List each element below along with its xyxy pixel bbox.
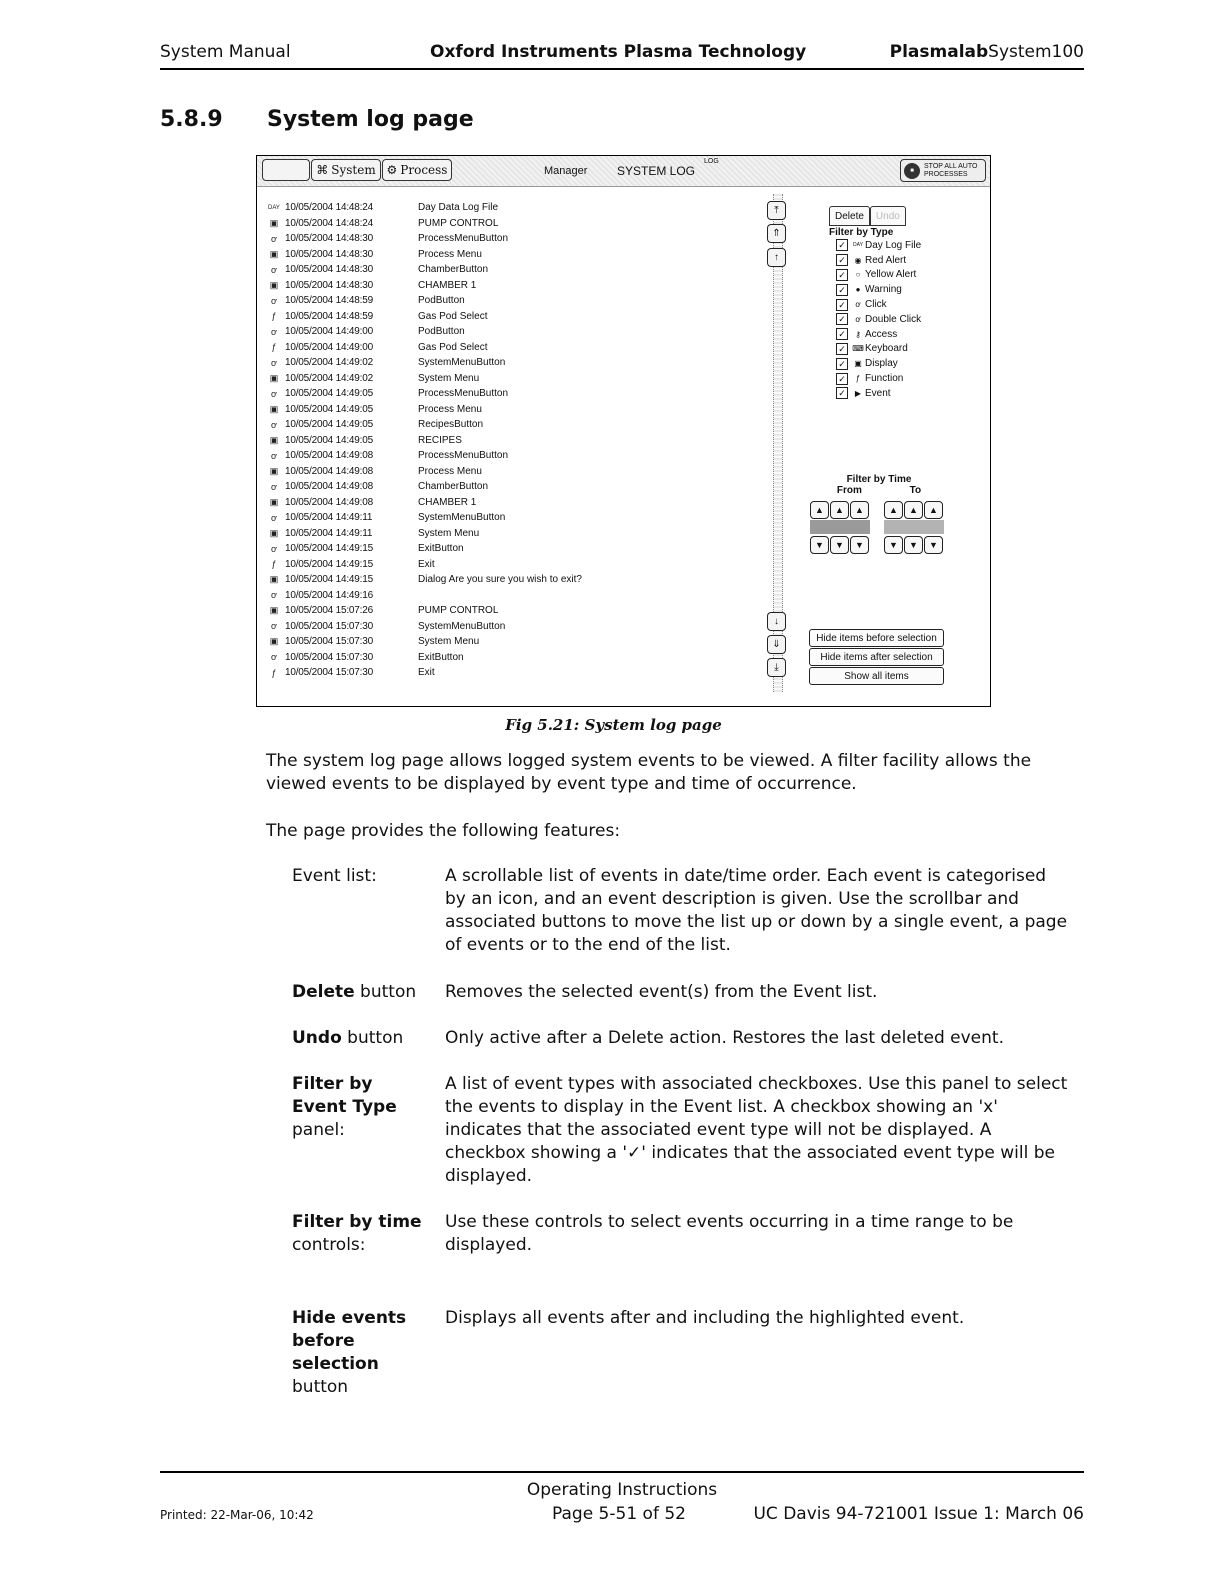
from-month-up-button[interactable]: ▲ [830,501,849,519]
log-indicator: LOG [704,158,719,165]
log-entry-description: Exit [418,667,435,679]
display-icon: ▣ [269,574,279,585]
filter-type-label: Event [865,387,891,399]
page-down-button[interactable] [767,635,786,654]
stop-button-line2: PROCESSES [924,170,968,178]
filter-type-checkbox[interactable]: ✓ [836,269,848,281]
log-entry-description: PUMP CONTROL [418,217,499,229]
warning-icon: ● [855,285,861,295]
line-down-icon: ↓ [774,616,779,627]
section-number: 5.8.9 [160,107,223,132]
log-entry[interactable] [263,603,763,619]
log-entry[interactable] [263,665,763,681]
filter-type-item [836,356,921,371]
from-year-up-button[interactable]: ▲ [850,501,869,519]
log-entry[interactable] [263,557,763,573]
filter-type-label: Keyboard [865,343,908,355]
display-icon: ▣ [269,527,279,538]
filter-type-checkbox[interactable]: ✓ [836,284,848,296]
definition-term-bold: Hide events before selection [292,1308,407,1374]
filter-type-label: Day Log File [865,239,922,251]
log-entry-timestamp: 10/05/2004 14:48:30 [285,233,373,245]
definition-term-bold: Undo [292,1028,342,1048]
log-entry[interactable] [263,541,763,557]
log-entry[interactable] [263,402,763,418]
scroll-to-top-button[interactable] [767,201,786,220]
definition-description: A scrollable list of events in date/time order. Each event is categorised by an icon, and an event description is given. Use the scrollbar and associated buttons to move the list up or down by a single event, a page of events or to the end of the list. [445,866,1068,955]
log-entry-description: Dialog Are you sure you wish to exit? [418,574,582,586]
system-log-screenshot [256,155,991,707]
display-icon: ▣ [269,372,279,383]
filter-type-checkbox[interactable]: ✓ [836,313,848,325]
log-entry-description: ChamberButton [418,481,489,493]
log-entry-description: Day Data Log File [418,202,499,214]
system-menu-label: System [331,163,376,177]
double-click-icon: ơ [855,314,861,324]
to-month-down-button[interactable]: ▼ [904,536,923,554]
display-icon: ▣ [269,465,279,476]
filter-by-type-title: Filter by Type [829,227,894,238]
log-entry-description: SystemMenuButton [418,620,506,632]
log-entry-description: Gas Pod Select [418,310,488,322]
access-icon: ⚷ [855,329,861,339]
keyboard-icon: ⌨ [852,344,864,354]
click-icon: ơ [271,512,277,523]
to-day-down-button[interactable]: ▼ [884,536,903,554]
log-entry-description: PUMP CONTROL [418,605,499,617]
click-icon: ơ [271,419,277,430]
filter-type-item [836,238,921,253]
log-entry[interactable] [263,262,763,278]
footer-doc-type: Operating Instructions [526,1480,718,1500]
show-all-items-button[interactable]: Show all items [809,667,944,685]
to-year-down-button[interactable]: ▼ [924,536,943,554]
line-up-button[interactable] [767,248,786,267]
log-entry[interactable] [263,588,763,604]
stop-button-label [924,163,977,179]
display-icon: ▣ [269,248,279,259]
user-level-label: Manager [544,165,588,177]
log-entry[interactable] [263,371,763,387]
definition-term-bold: Filter by time [292,1212,422,1232]
log-entry[interactable] [263,293,763,309]
day-log-icon: DAY [853,242,863,249]
section-heading [160,107,474,132]
to-increment-buttons [884,501,943,519]
log-entry-timestamp: 10/05/2004 14:49:08 [285,496,373,508]
log-entry-description: System Menu [418,527,480,539]
stop-icon: ■ [904,163,920,179]
log-entry[interactable] [263,340,763,356]
filter-type-label: Red Alert [865,254,907,266]
log-entry[interactable] [263,386,763,402]
log-entry-timestamp: 10/05/2004 14:49:05 [285,388,373,400]
definition-description: Use these controls to select events occurring in a time range to be displayed. [445,1212,1014,1255]
log-entry-timestamp: 10/05/2004 14:49:15 [285,558,373,570]
log-entry-timestamp: 10/05/2004 14:49:08 [285,450,373,462]
log-entry-description: CHAMBER 1 [418,496,477,508]
log-entry-description: ExitButton [418,651,464,663]
scroll-end-icon: ⤓ [774,662,779,673]
line-down-button[interactable] [767,612,786,631]
screen-title: SYSTEM LOG [617,164,696,178]
filter-type-checkbox[interactable]: ✓ [836,343,848,355]
log-entry-timestamp: 10/05/2004 14:49:02 [285,357,373,369]
display-icon: ▣ [854,359,862,369]
log-entry[interactable] [263,495,763,511]
log-entry-description: Process Menu [418,248,482,260]
click-icon: ơ [271,652,277,663]
delete-button[interactable]: Delete [829,206,870,226]
log-entry-timestamp: 10/05/2004 14:49:05 [285,434,373,446]
filter-type-item [836,327,921,342]
from-year-down-button[interactable]: ▼ [850,536,869,554]
definition-term-rest: button [341,1028,404,1048]
log-entry[interactable] [263,572,763,588]
log-entry-description: System Menu [418,636,480,648]
filter-type-label: Function [865,373,904,385]
log-entry-description: ProcessMenuButton [418,450,509,462]
log-entry[interactable] [263,324,763,340]
log-entry[interactable] [263,619,763,635]
features-intro: The page provides the following features: [266,821,621,841]
filter-type-checkbox[interactable]: ✓ [836,373,848,385]
log-entry-timestamp: 10/05/2004 14:49:05 [285,419,373,431]
event-icon: ▶ [854,388,862,398]
footer-page-number: Page 5-51 of 52 [552,1504,686,1524]
filter-type-item [836,253,921,268]
log-entry[interactable] [263,417,763,433]
definition-description: Only active after a Delete action. Restores the last deleted event. [445,1028,1004,1048]
log-entry[interactable] [263,355,763,371]
figure-caption: Fig 5.21: System log page [505,716,722,734]
log-entry[interactable] [263,448,763,464]
log-entry-description: ProcessMenuButton [418,233,509,245]
scroll-top-icon: ⤒ [774,205,779,216]
from-label: From [836,485,862,496]
log-entry-timestamp: 10/05/2004 14:49:15 [285,574,373,586]
filter-type-checkbox[interactable]: ✓ [836,254,848,266]
filter-type-label: Double Click [865,313,922,325]
definition-term-rest: button [292,1377,349,1397]
log-entry[interactable] [263,231,763,247]
to-date-field[interactable] [884,520,944,534]
log-entry-description: ProcessMenuButton [418,388,509,400]
process-menu-label: Process [400,163,448,177]
log-entry-description: CHAMBER 1 [418,279,477,291]
event-list[interactable] [263,200,763,681]
to-label: To [909,485,922,496]
log-entry-timestamp: 10/05/2004 14:48:30 [285,248,373,260]
to-year-up-button[interactable]: ▲ [924,501,943,519]
log-entry-timestamp: 10/05/2004 14:48:24 [285,217,373,229]
function-icon: ƒ [271,667,277,678]
display-icon: ▣ [269,434,279,445]
definition-term-bold: Filter by Event Type [292,1074,397,1117]
log-entry-timestamp: 10/05/2004 14:48:59 [285,310,373,322]
function-icon: ƒ [855,374,861,384]
log-entry-description: Gas Pod Select [418,341,488,353]
process-gear-icon: ⚙ [386,163,398,177]
system-menu-button[interactable] [311,159,381,181]
to-month-up-button[interactable]: ▲ [904,501,923,519]
click-icon: ơ [271,481,277,492]
filter-type-item [836,268,921,283]
filter-type-checkbox[interactable]: ✓ [836,239,848,251]
click-icon: ơ [271,295,277,306]
filter-type-item [836,282,921,297]
definition-description: Removes the selected event(s) from the Event list. [445,982,878,1002]
log-entry[interactable] [263,650,763,666]
log-entry-timestamp: 10/05/2004 15:07:30 [285,651,373,663]
click-icon: ơ [271,388,277,399]
to-decrement-buttons [884,536,943,554]
filter-by-time-title: Filter by Time [846,474,912,485]
click-icon: ơ [271,357,277,368]
red-alert-icon: ◉ [854,255,862,265]
log-entry-description: ExitButton [418,543,464,555]
log-entry-timestamp: 10/05/2004 14:48:30 [285,279,373,291]
log-entry-description: RecipesButton [418,419,484,431]
log-entry[interactable] [263,510,763,526]
click-icon: ơ [271,233,277,244]
log-entry[interactable] [263,216,763,232]
footer-printed-date: Printed: 22-Mar-06, 10:42 [160,1508,314,1522]
filter-type-item [836,342,921,357]
log-entry-description: PodButton [418,295,465,307]
log-entry[interactable] [263,433,763,449]
from-day-down-button[interactable]: ▼ [810,536,829,554]
log-entry-timestamp: 10/05/2004 15:07:26 [285,605,373,617]
page-footer [160,1471,1084,1524]
footer-doc-reference: UC Davis 94-721001 Issue 1: March 06 [753,1504,1084,1524]
function-icon: ƒ [271,311,277,322]
filter-type-label: Click [865,299,887,311]
definition-term-bold: Delete [292,982,355,1002]
process-menu-button[interactable] [382,159,452,181]
log-entry-timestamp: 10/05/2004 14:49:08 [285,465,373,477]
app-toolbar [257,156,990,187]
filter-type-label: Display [865,358,898,370]
display-icon: ▣ [269,403,279,414]
log-entry-description: ChamberButton [418,264,489,276]
display-icon: ▣ [269,636,279,647]
definition-term [292,1211,442,1257]
header-product-bold: Plasmalab [889,42,989,62]
log-entry-description: SystemMenuButton [418,512,506,524]
filter-by-type-panel [829,206,921,401]
page-up-button[interactable] [767,224,786,243]
blank-toolbar-button[interactable] [262,159,310,181]
header-product-model: System100 [988,42,1084,62]
click-icon: ơ [271,450,277,461]
undo-button[interactable]: Undo [870,206,906,226]
filter-by-time-panel [809,474,949,496]
definition-term [292,1073,442,1142]
hide-items-after-selection-button[interactable]: Hide items after selection [809,648,944,666]
log-entry-timestamp: 10/05/2004 14:49:00 [285,326,373,338]
log-entry[interactable] [263,526,763,542]
to-day-up-button[interactable]: ▲ [884,501,903,519]
function-icon: ƒ [271,559,277,570]
display-icon: ▣ [269,496,279,507]
from-month-down-button[interactable]: ▼ [830,536,849,554]
filter-type-label: Access [865,328,898,340]
log-entry-description: RECIPES [418,434,462,446]
log-entry[interactable] [263,634,763,650]
double-click-icon: ơ [271,590,277,601]
definition-term [292,865,442,888]
function-icon: ƒ [271,342,277,353]
log-entry-description: Process Menu [418,465,482,477]
log-entry-timestamp: 10/05/2004 14:48:59 [285,295,373,307]
log-entry[interactable] [263,278,763,294]
filter-type-checkbox[interactable]: ✓ [836,387,848,399]
log-entry[interactable] [263,247,763,263]
log-entry[interactable] [263,464,763,480]
log-entry-timestamp: 10/05/2004 14:49:11 [285,512,373,524]
log-entry-timestamp: 10/05/2004 14:49:16 [285,589,373,601]
definition-term [292,1307,442,1399]
header-company: Oxford Instruments Plasma Technology [430,42,807,62]
page-header [160,40,1084,70]
day-log-icon: DAY [268,204,280,211]
definition-description: A list of event types with associated checkboxes. Use this panel to select the events to display in the Event list. A checkbox showing an 'x' indicates that the associated event type will not be displayed. A checkbox showing a '✓' indicates that the associated event type will be displayed. [445,1074,1068,1186]
filter-type-item [836,312,921,327]
definition-term-rest: panel: [292,1120,345,1140]
filter-type-checkbox[interactable]: ✓ [836,358,848,370]
filter-type-checkbox[interactable]: ✓ [836,299,848,311]
filter-type-label: Warning [865,284,902,296]
log-entry-timestamp: 10/05/2004 14:49:11 [285,527,373,539]
stop-all-auto-processes-button[interactable] [900,159,986,182]
log-entry-timestamp: 10/05/2004 14:49:00 [285,341,373,353]
header-manual-title: System Manual [160,42,291,62]
click-icon: ơ [855,300,861,310]
stop-button-line1: STOP ALL AUTO [924,162,978,170]
log-entry-description: Process Menu [418,403,482,415]
system-network-icon: ⌘ [316,163,329,177]
display-icon: ▣ [269,605,279,616]
line-up-icon: ↑ [774,252,779,263]
log-entry-timestamp: 10/05/2004 14:49:08 [285,481,373,493]
click-icon: ơ [271,264,277,275]
log-entry-timestamp: 10/05/2004 14:49:02 [285,372,373,384]
definition-term [292,1027,442,1050]
log-entry-description: Exit [418,558,435,570]
from-day-up-button[interactable]: ▲ [810,501,829,519]
definition-term [292,981,442,1004]
definition-term-rest: controls: [292,1235,366,1255]
filter-type-item [836,297,921,312]
log-entry-description: System Menu [418,372,480,384]
click-icon: ơ [271,621,277,632]
filter-type-item [836,386,921,401]
hide-items-before-selection-button[interactable]: Hide items before selection [809,629,944,647]
log-entry-description: SystemMenuButton [418,357,506,369]
filter-type-label: Yellow Alert [865,269,917,281]
filter-type-checkbox[interactable]: ✓ [836,328,848,340]
header-product [890,42,1084,62]
from-date-field[interactable] [810,520,870,534]
display-icon: ▣ [269,217,279,228]
display-icon: ▣ [269,279,279,290]
definition-description: Displays all events after and including the highlighted event. [445,1308,965,1328]
from-increment-buttons [810,501,869,519]
log-entry-timestamp: 10/05/2004 15:07:30 [285,667,373,679]
log-entry[interactable] [263,200,763,216]
log-entry[interactable] [263,309,763,325]
page-up-icon: ⇑ [772,228,781,239]
log-entry-timestamp: 10/05/2004 15:07:30 [285,620,373,632]
scroll-to-end-button[interactable] [767,658,786,677]
click-icon: ơ [271,326,277,337]
yellow-alert-icon: ○ [855,270,861,280]
from-decrement-buttons [810,536,869,554]
log-entry-timestamp: 10/05/2004 15:07:30 [285,636,373,648]
filter-type-item [836,371,921,386]
click-icon: ơ [271,543,277,554]
log-entry-timestamp: 10/05/2004 14:49:15 [285,543,373,555]
log-entry-timestamp: 10/05/2004 14:48:24 [285,202,373,214]
log-entry-timestamp: 10/05/2004 14:48:30 [285,264,373,276]
definition-term-rest: button [354,982,417,1002]
log-entry[interactable] [263,479,763,495]
section-title: System log page [267,107,474,132]
log-entry-description: PodButton [418,326,465,338]
definition-term-rest: Event list: [292,866,377,886]
page-down-icon: ⇓ [772,639,781,650]
intro-paragraph: The system log page allows logged system events to be viewed. A filter facility allows the viewed events to be displayed by event type and time of occurrence. [266,751,1032,794]
log-entry-timestamp: 10/05/2004 14:49:05 [285,403,373,415]
